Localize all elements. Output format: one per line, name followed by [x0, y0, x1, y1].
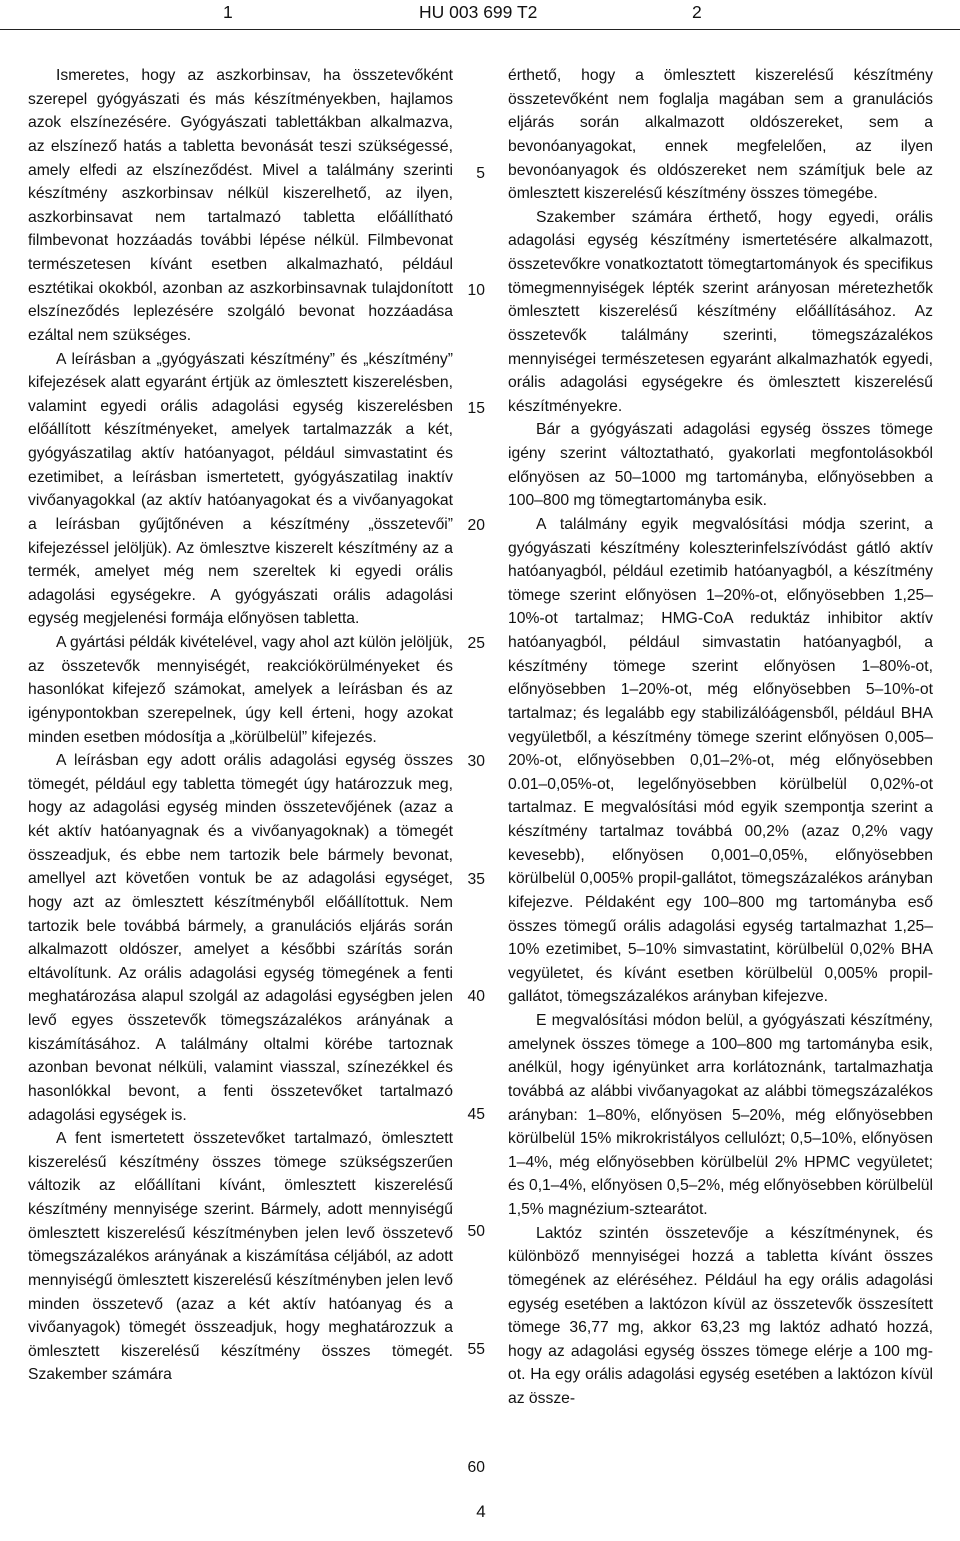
- paragraph: érthető, hogy a ömlesztett kiszerelésű készítmény összetevőként nem foglalja magában sem a granulációs eljárás során alkalmazott oldószereket, sem a bevonóanyagokat, ennek megfelelően, az ilyen bevonóanyagok és oldószereket nem számítjuk bele az ömlesztett kiszerelésű készítmény összes tömegébe.: [508, 67, 933, 203]
- paragraph: A fent ismertetett összetevőket tartalmazó, ömlesztett kiszerelésű készítmény összes tömege szükségszerűen változik az előállítani kívánt, ömlesztett kiszerelésű készítmény mennyisége szerint. Bármely, adott mennyiségű ömlesztett kiszerelésű készítményben jelen levő összetevő tömegszázalékos arányának a kiszámítása céljából, az adott mennyiségű ömlesztett kiszerelésű készítményben jelen levő minden összetevő (azaz a két aktív hatóanyag és a vivőanyagok) tömegét összeadjuk, hogy meghatározzuk a ömlesztett kiszerelésű készítmény összes tömegét. Szakember számára: [28, 1130, 453, 1384]
- paragraph: A találmány egyik megvalósítási módja szerint, a gyógyászati készítmény koleszterinfelszívódást gátló aktív hatóanyagból, például ezetimib hatóanyagból, a készítmény tömege szerint előnyösen 1–20%-ot, előnyösebben 1,25–10%-ot tartalmaz; HMG-CoA reduktáz inhibitor aktív hatóanyagból, például simvastatin hatóanyagból, a készítmény tömege szerint előnyösen 1–80%-ot, előnyösebben 1–20%-ot, még előnyösebben 5–10%-ot tartalmaz; és legalább egy stabilizálóágensből, például BHA vegyületből, a készítmény tömege szerint előnyösen 0,005–20%-ot, előnyösebben 0,01–2%-ot, még előnyösebben 0.01–0,05%-ot, legelőnyösebben körülbelül 0,02%-ot tartalmaz. E megvalósítási mód egyik szempontja szerint a készítmény tartalmaz továbbá 00,2% (azaz 0,2% vagy kevesebb), előnyösen 0,001–0,05%, előnyösebben körülbelül 0,005% propil-gallátot, tömegszázalékos arányban kifejezve. Példaként egy 100–800 mg tartományba eső összes tömegű orális adagolási egység tartalmazhat 1,25–10% ezetimibet, 5–10% simvastatint, körülbelül 0,02% BHA vegyületet, és kívánt esetben körülbelül 0,005% propil-gallátot, tömegszázalékos arányban kifejezve.: [508, 515, 933, 1006]
- paragraph: E megvalósítási módon belül, a gyógyászati készítmény, amelynek összes tömege a 100–800 mg tartományba esik, anélkül, hogy igényünket arra korlátoznánk, tartalmazhatja továbbá az alábbi vivőanyagokat az alábbi tömegszázalékos arányban: 1–80%, előnyösen 5–20%, még előnyösebben körülbelül 15% mikrokristályos cellulózt; 0,5–10%, előnyösen 1–4%, még előnyösebben körülbelül 2% HPMC vegyületet; és 0,1–4%, előnyösen 0,5–2%, még előnyösebben körülbelül 1,5% magnézium-sztearátot.: [508, 1012, 933, 1218]
- page-number: 4: [476, 1502, 486, 1521]
- line-number: 15: [467, 400, 485, 417]
- document-id: HU 003 699 T2: [419, 2, 538, 22]
- line-number: 30: [467, 753, 485, 770]
- line-number: 35: [467, 871, 485, 888]
- line-number: 25: [467, 635, 485, 652]
- paragraph: Ismeretes, hogy az aszkorbinsav, ha összetevőként szerepel gyógyászati és más készítményekben, hajlamos azok elszínezésére. Gyógyászati tablettákban alkalmazva, az elszínező hatás a tabletta bevonását teszi szükségessé, amely elfedi az elszíneződést. Mivel a találmány szerinti készítmény aszkorbinsav nélkül kiszerelhető, az ilyen, aszkorbinsavat nem tartalmazó tabletta előállítható filmbevonat hozzáadás további lépése nélkül. Filmbevonat természetesen kívánt esetben alkalmazható, például esztétikai okokból, azonban az aszkorbinsavnak tulajdonított elszíneződés leplezésére szolgáló bevonat hozzáadása ezáltal nem szükséges.: [28, 67, 453, 344]
- right-page-number: 2: [692, 2, 702, 22]
- line-number: 40: [467, 988, 485, 1005]
- line-number: 45: [467, 1106, 485, 1123]
- paragraph: Bár a gyógyászati adagolási egység összes tömege igény szerint változtatható, gyakorlati megfontolásokból előnyösen az 50–1000 mg tartományba, előnyösebben a 100–800 mg tömegtartományba esik.: [508, 421, 933, 510]
- line-number: 55: [467, 1341, 485, 1358]
- line-number: 50: [467, 1223, 485, 1240]
- line-number: 5: [476, 165, 485, 182]
- paragraph: Szakember számára érthető, hogy egyedi, orális adagolási egység készítmény ismertetésére alkalmazott, összetevőkre vonatkoztatott tömegtartományok és specifikus tömegmennyiségek lépték szerint arányosan méretezhetők ömlesztett kiszerelésű készítmény előállításához. Az összetevők találmány szerinti, tömegszázalékos mennyiségei természetesen egyaránt alkalmazhatók egyedi, orális adagolási egységekre és ömlesztett kiszerelésű készítményekre.: [508, 208, 933, 415]
- paragraph: A leírásban egy adott orális adagolási egység összes tömegét, például egy tabletta tömegét úgy határozzuk meg, hogy az adagolási egység minden összetevőjének (azaz a két aktív hatóanyagnak és a vivőanyagoknak) a tömegét összeadjuk, és ebbe nem tartozik bele bármely bevonat, amellyel azt követően vontuk be az adagolási egységet, hogy azt az ömlesztett készítményből előállítottuk. Nem tartozik bele továbbá bármely, a granulációs eljárás során alkalmazott oldószer, amelyet a későbbi szárítás során eltávolítunk. Az orális adagolási egység tömegének a fenti meghatározása alapul szolgál az adagolási egységben jelen levő egyes összetevők tömegszázalékos arányának a kiszámításához. A találmány oltalmi körébe tartoznak azonban bevonat nélküli, valamint viasszal, színezékkel és hasonlókkal bevont, a fenti összetevőket tartalmazó adagolási egységek is.: [28, 752, 453, 1124]
- page-footer: [0, 1501, 960, 1523]
- paragraph: A leírásban a „gyógyászati készítmény” és „készítmény” kifejezések alatt egyaránt értjük az ömlesztett kiszerelésben, valamint egyedi orális adagolási egység kiszerelésben előállított készítményeket, amelyek tartalmazzák a két, gyógyászatilag aktív hatóanyagot, például simvastatint és ezetimibet, a leírásban ismertetett, gyógyászatilag inaktív vivőanyagokkal (az aktív hatóanyagokat és a vivőanyagokat a leírásban gyűjtőnéven a készítmény „összetevői” kifejezéssel jelöljük). Az ömlesztve kiszerelt készítmény az a termék, amelyet még nem szereltek ki egyedi orális adagolási egységekre. A gyógyászati orális adagolási egység megjelenési formája előnyösen tabletta.: [28, 350, 453, 628]
- line-number: 60: [467, 1459, 485, 1476]
- line-number: 20: [467, 517, 485, 534]
- paragraph: Laktóz szintén összetevője a készítménynek, és különböző mennyiségei hozzá a tabletta kívánt összes tömegének az eléréséhez. Például ha egy orális adagolási egység esetében a laktózon kívül az összetevők összesített tömege 36,77 mg, akkor 63,23 mg laktóz adható hozzá, hogy az adagolási egység összes tömege elérje a 100 mg-ot. Ha egy orális adagolási egység esetében a laktózon kívül az össze-: [508, 1224, 933, 1407]
- line-number: 10: [467, 282, 485, 299]
- left-page-number: 1: [223, 2, 233, 22]
- paragraph: A gyártási példák kivételével, vagy ahol azt külön jelöljük, az összetevők mennyiségét, reakciókörülményeket és hasonlókat kifejező számokat, amelyek a leírásban és az igénypontokban szerepelnek, úgy kell érteni, hogy azokat minden esetben módosítja a „körülbelül” kifejezés.: [28, 634, 453, 746]
